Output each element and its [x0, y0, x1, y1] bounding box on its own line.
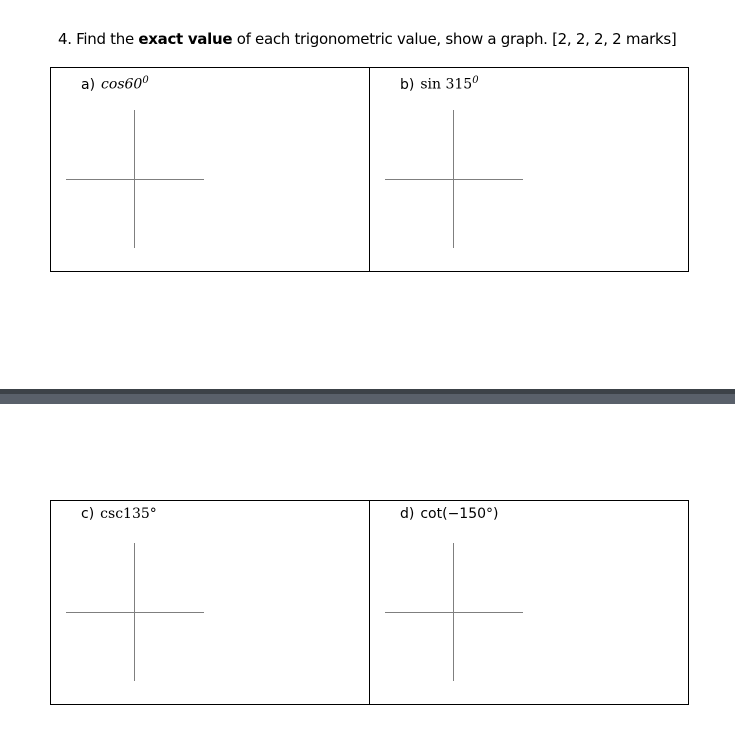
part-d-letter: d): [400, 506, 415, 522]
part-a-superscript: 0: [142, 75, 149, 86]
part-a-axes: [66, 110, 204, 248]
part-a-expression: cos60: [101, 76, 143, 93]
y-axis: [453, 110, 454, 248]
part-c-axes: [66, 543, 204, 681]
part-b-axes: [385, 110, 523, 248]
y-axis: [134, 543, 135, 681]
answer-grid-top: [50, 67, 689, 272]
part-b-letter: b): [400, 76, 415, 93]
page-divider: [0, 389, 735, 404]
part-d-expression: cot(−150°): [420, 506, 499, 522]
part-a-label: [81, 72, 149, 94]
part-c-expression: csc135°: [100, 506, 157, 522]
part-d-axes: [385, 543, 523, 681]
part-c-label: [81, 505, 157, 523]
question-intro: Find the: [71, 30, 139, 48]
answer-box-a[interactable]: [51, 68, 369, 271]
x-axis: [66, 179, 204, 180]
question-emphasis: exact value: [138, 30, 233, 48]
part-c-letter: c): [81, 506, 95, 522]
question-text: [58, 29, 676, 49]
answer-grid-bottom: [50, 500, 689, 705]
part-b-expression: sin 315: [420, 76, 473, 93]
x-axis: [66, 612, 204, 613]
answer-box-c[interactable]: [51, 501, 369, 704]
question-rest: of each trigonometric value, show a graph. [2, 2, 2, 2 marks]: [232, 30, 677, 48]
question-number: 4.: [58, 30, 72, 48]
y-axis: [134, 110, 135, 248]
x-axis: [385, 612, 523, 613]
answer-box-d[interactable]: [369, 501, 688, 704]
part-d-label: [400, 505, 499, 523]
part-a-letter: a): [81, 76, 96, 93]
x-axis: [385, 179, 523, 180]
answer-box-b[interactable]: [369, 68, 688, 271]
y-axis: [453, 543, 454, 681]
part-b-superscript: 0: [472, 75, 479, 86]
part-b-label: [400, 72, 479, 94]
